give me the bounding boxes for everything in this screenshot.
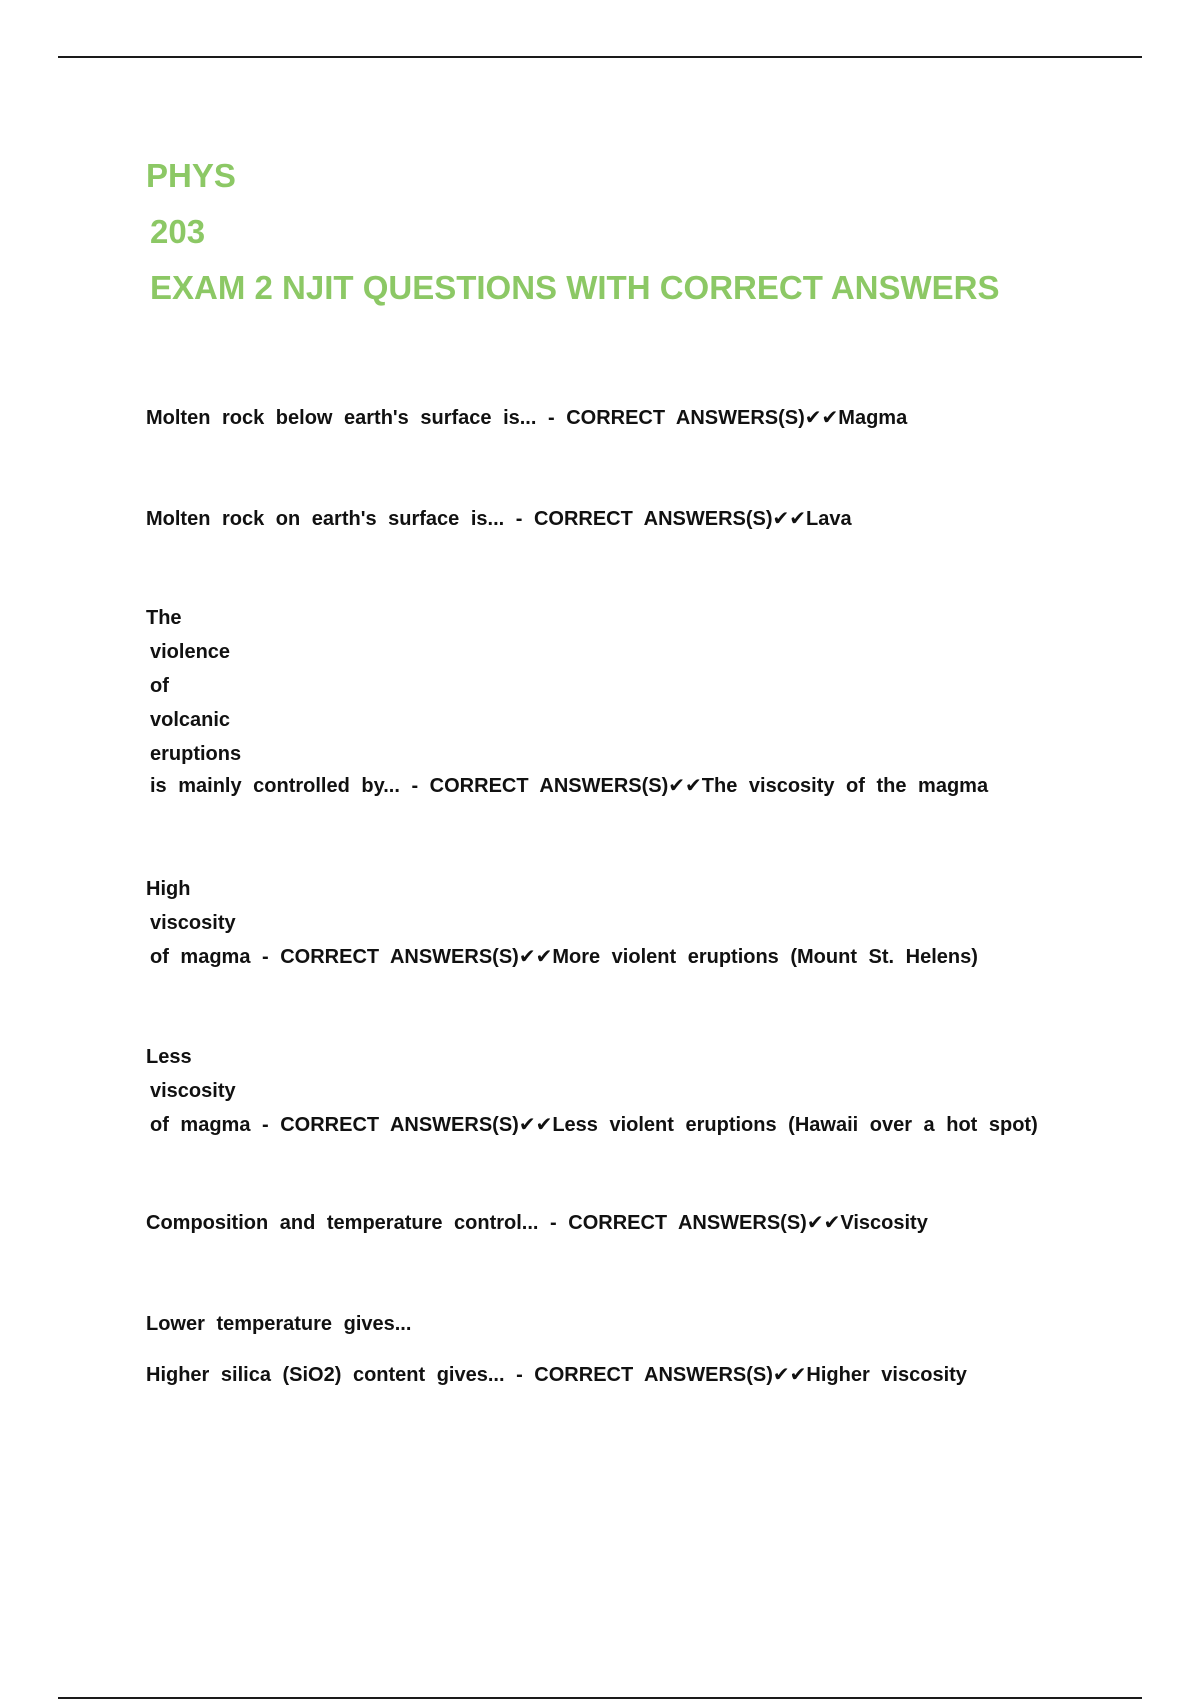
qa-line: Molten rock below earth's surface is... - CORRECT ANSWERS(S)✔✔Magma <box>146 407 908 429</box>
qa-item-high-viscosity <box>146 872 978 974</box>
header-rule <box>58 56 1142 58</box>
qa-item-less-viscosity <box>146 1040 1038 1142</box>
qa-line: Composition and temperature control... - CORRECT ANSWERS(S)✔✔Viscosity <box>146 1212 928 1234</box>
qa-line: Higher silica (SiO2) content gives... - CORRECT ANSWERS(S)✔✔Higher viscosity <box>146 1364 967 1386</box>
qa-line: High <box>146 878 191 900</box>
qa-line: viscosity <box>150 912 236 934</box>
qa-line: Lower temperature gives... <box>146 1313 412 1335</box>
qa-line: of magma - CORRECT ANSWERS(S)✔✔Less violent eruptions (Hawaii over a hot spot) <box>150 1114 1038 1136</box>
title-line-course: PHYS <box>146 157 236 194</box>
qa-item-lava <box>146 502 852 536</box>
qa-item-magma <box>146 401 907 435</box>
qa-line: Less <box>146 1046 192 1068</box>
qa-line: The <box>146 607 182 629</box>
qa-line: volcanic <box>150 709 231 731</box>
qa-line: eruptions <box>150 743 242 765</box>
qa-item-eruption-violence <box>146 601 988 803</box>
title-line-exam: EXAM 2 NJIT QUESTIONS WITH CORRECT ANSWERS <box>150 269 1000 306</box>
document-title <box>146 148 1126 316</box>
title-line-number: 203 <box>150 213 206 250</box>
qa-line: of <box>150 675 169 697</box>
qa-item-viscosity-control <box>146 1206 928 1240</box>
qa-item-higher-silica <box>146 1358 967 1392</box>
footer-rule <box>58 1697 1142 1699</box>
qa-item-lower-temperature <box>146 1307 411 1341</box>
qa-line: Molten rock on earth's surface is... - CORRECT ANSWERS(S)✔✔Lava <box>146 508 852 530</box>
qa-line: is mainly controlled by... - CORRECT ANSWERS(S)✔✔The viscosity of the magma <box>150 775 989 797</box>
qa-line: viscosity <box>150 1080 236 1102</box>
qa-line: of magma - CORRECT ANSWERS(S)✔✔More violent eruptions (Mount St. Helens) <box>150 946 978 968</box>
qa-line: violence <box>150 641 231 663</box>
